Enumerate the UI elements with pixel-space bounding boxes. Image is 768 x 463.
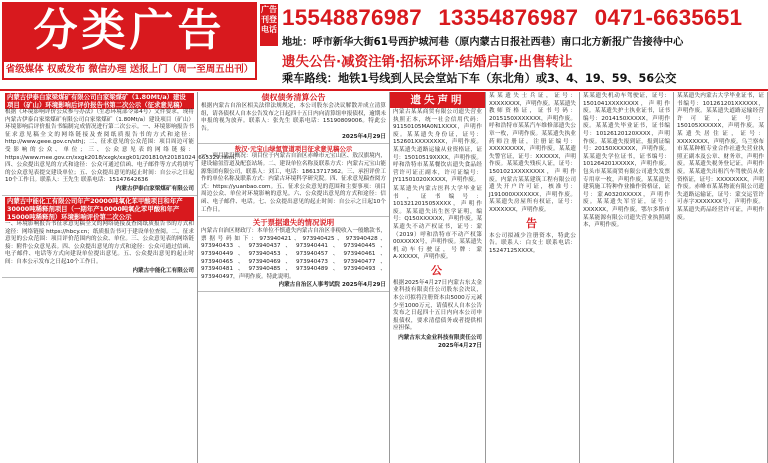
notice-title: 内蒙古伊泰白家梁煤矿有限公司白家梁煤矿（1.80Mt/a）建设项目（矿山）环境影响后评价报告书第二次公示（征求意见稿） (5, 93, 194, 109)
section-heading: 遗失声明 (390, 92, 485, 108)
notice-body: 内蒙古自治区财政厅：本单位不慎遗失内蒙古自治区非税收入一般缴款书，票据号码如下：973940421、973940425、973940428、973940433、973940437、973940441、973940445、973940449、973940453、973940457、973940461、973940465、973940469、973940473、973940477、973940481、973940485、973940489、973940493、973940497，声明作废。特此说明。 (201, 228, 386, 280)
notice-heading: 公 (390, 263, 485, 279)
listing-paragraph: 某某遗失内蒙古大学毕业证书，证书编号：101261201XXXXXX，声明作废。某某遗失道路运输经营许可证，证号：150105XXXXXX，声明作废。某某遗失居住证，证号：XXXXXXXX，声明作废。乌兰察布市某某种植专业合作社遗失营业执照正副本及公章、财务章，声明作废。某某遗失税务登记证，声明作废。某某遗失出租汽车驾驶员从业资格证，证号：XXXXXXXX，声明作废。赤峰市某某物流有限公司遗失道路运输证，证号：蒙交运管许可赤字XXXXXXX号，声明作废。某某遗失药品经营许可证，声明作废。 (677, 93, 764, 221)
masthead (0, 0, 768, 86)
header-divider (0, 89, 768, 91)
column-2 (198, 92, 390, 463)
notice-signature: 内蒙古自治区人事考试院 2025年4月29日 (278, 282, 386, 289)
notice-block (2, 92, 240, 196)
notice-heading: 告 (486, 216, 579, 232)
notice-signature: 2025年4月29日 (341, 134, 386, 141)
phone-number-3: 0471-6635651 (594, 5, 743, 30)
column-5 (580, 92, 674, 463)
brand-box (2, 2, 257, 80)
notice-block (2, 196, 197, 278)
notice-title: 债权债务清算公告 (261, 93, 326, 102)
listing-text (390, 108, 485, 263)
phone-numbers (282, 2, 768, 34)
notice-body: 根据内蒙古自治区相关法律法规规定，本公司股东会决议解散并成立清算组，请各债权人自本公告发布之日起四十五日内向清算组申报债权，逾期未申报的视为放弃。联系人：张先生 联系电话：15190809006。特此公告。 (201, 103, 386, 132)
notice-title: 关于票据遗失的情况说明 (252, 218, 335, 228)
notice-signature: 内蒙古东太金业科技有限责任公司 2025年4月27日 (398, 335, 482, 350)
notice-body: 一、项目建设概况：项目位于内蒙古自治区赤峰市元宝山区、敖汉旗境内，建设输氢管道及配套站场。二、建设单位名称及联系方式：内蒙古元宝山能源集团有限公司，联系人：刘工，电话：18613717362。三、承担评价工作的单位名称及联系方式：内蒙古环境科学研究院。四、征求意见稿查阅方式：https://yuanbao.com。五、征求公众意见的范围和主要事项：项目周边公众、单位对环境影响的意见。六、公众提出意见的方式和途径：信函、电子邮件、电话。七、公众提出意见的起止时间：自公示之日起10个工作日。 (201, 153, 386, 213)
hotline-badge: 广告刊登电话 (260, 4, 278, 46)
notice-signature: 内蒙古中能化工有限公司 (132, 267, 194, 274)
listing-text (580, 92, 673, 231)
notice-block (198, 217, 389, 292)
notice-signature: 内蒙古伊泰白家梁煤矿有限公司 (115, 185, 194, 192)
column-4 (486, 92, 580, 463)
notice-block (198, 144, 389, 217)
column-6 (674, 92, 768, 463)
listing-text (486, 92, 579, 216)
listing-paragraph: 根据2025年4月27日内蒙古东太金业科技有限责任公司股东会决议，本公司拟将注册资本由5000万元减少至1000万元，请债权人自本公告发布之日起四十五日内向本公司申报债权，要求清偿债务或者提供相应担保。 (393, 279, 482, 332)
listing-text (486, 232, 579, 257)
listing-paragraph: 本公司拟减少注册资本，特此公告。联系人：白女士 联系电话：15247125XXXX。 (489, 232, 576, 254)
page-title: 分类广告 (33, 5, 226, 56)
listing-paragraph: 某某遗失机动车驾驶证，证号：1501041XXXXXXXX，声明作废。某某遗失护士执业证书，证书编号：2014150XXXXX，声明作废。某某遗失毕业证书，证书编号：10126120120XXXX，声明作废。某某遗失报到证，报到证编号：20150XXXXXX，声明作废。某某遗失学位证书，证书编号：101264201XXXXX，声明作废。包头市某某商贸有限公司遗失发票专用章一枚，声明作废。某某遗失建筑施工特种作业操作资格证，证号：蒙A0320XXXXX，声明作废。某某遗失军官证，证号：XXXXXX，声明作废。鄂尔多斯市某某能源有限公司遗失营业执照副本，声明作废。 (583, 93, 670, 229)
bus-route: 乘车路线：地铁1号线到人民会堂站下车（东北角）或3、4、19、59、56公交 (282, 72, 677, 85)
listing-text (674, 92, 767, 223)
office-address: 地址：呼市新华大街61号西护城河巷（原内蒙古日报社西巷）南口北方新报广告接待中心 (282, 37, 684, 48)
notice-block (198, 92, 389, 144)
column-1 (2, 92, 240, 463)
phone-number-1: 15548876987 (282, 5, 422, 30)
notice-body: 根据《环境影响评价公众参与办法》（生态环境部令第4号）文件要求，现将内蒙古伊泰白家梁煤矿有限公司白家梁煤矿（1.80Mt/a）建设项目（矿山）环境影响后评价报告书编制完成情况进行第二次公示。一、环境影响报告书征求意见稿全文的网络链接及查阅纸质报告书的方式和途径：http://www.geee.gov.cn/sthj；二、征求意见的公众范围：项目周边可能受影响的公众、单位；三、公众意见表的网络链接：https://www.mee.gov.cn/xxgk2018/xxgk/xxgk01/201810/t20181024_665329.html；四、公众提出意见的方式和途径：公众可通过信函、电子邮件等方式将填写的公众意见表提交建设单位；五、公众提出意见的起止时间：自公示之日起10个工作日。联系人：王先生 联系电话：15147642636 (5, 109, 240, 184)
listing-paragraph: 某某遗失内蒙古医科大学毕业证书，证书编号：101321201505XXXX，声明作废。某某遗失出生医学证明，编号：Q150XXXXXX，声明作废。某某遗失不动产权证书，证号：蒙（2019）呼和浩特市不动产权第00XXXXX号，声明作废。某某遗失机动车行驶证，号牌：蒙A·XXXXX，声明作废。 (393, 185, 482, 261)
listing-paragraph: 内蒙古某某商贸有限公司遗失营业执照正本，统一社会信用代码：91150105MA0N1XXXX，声明作废。某某遗失身份证，证号：152601XXXXXXXX，声明作废。某某遗失道路运输从业资格证，证号：15010519XXXX，声明作废。呼和浩特市某某餐饮店遗失食品经营许可证正副本，许可证编号：JY11501020XXXXX，声明作废。 (393, 109, 482, 184)
phone-number-2: 13354876987 (438, 5, 579, 30)
notice-body: 一、环境影响报告书征求意见稿全文的网络链接及查阅纸质报告书的方式和途径：网络链接 https://hbcy.cn；纸质报告书可于建设单位查阅。二、征求意见的公众范围：项目评价范围内的公众、单位。三、公众意见表的网络链接：附件公众意见表。四、公众提出意见的方式和途径：公众可通过信函、电子邮件、电话等方式向建设单位提出意见。五、公众提出意见的起止时间：自本公示发布之日起10个工作日。 (5, 220, 194, 265)
notice-title: 内蒙古中能化工有限公司年产20000吨氧化苯甲酸项目和年产30000吨稀释剂项目（一期年产10000吨氧化苯甲酸和年产15000吨稀释剂）环境影响评价第二次公示 (5, 197, 194, 221)
brand-slogan: 省级媒体 权威发布 微信办理 送报上门（周一至周五出刊） (4, 62, 255, 78)
service-list: 遗失公告·减资注销·招标环评·结婚启事·出售转让 (282, 54, 573, 70)
listing-paragraph: 某某遗失士兵证，证号：XXXXXXXX，声明作废。某某遗失教师资格证，证书号码：2015150XXXXXXX，声明作废。呼和浩特市某某汽车维修部遗失公章一枚，声明作废。某某遗失执业药师注册证，注册证编号：XXXXXXXXX，声明作废。某某遗失警官证，证号：XXXXXX，声明作废。某某遗失残疾人证，证号：1501021XXXXXXXX，声明作废。内蒙古某某建筑工程有限公司遗失开户许可证，核准号：J191000XXXXXXX，声明作废。某某遗失房屋所有权证，证号：XXXXXXX，声明作废。 (489, 93, 576, 213)
column-3 (390, 92, 486, 463)
listing-text (390, 279, 485, 351)
notice-title: 敖汉·元宝山绿氢管道项目征求意见稿公示 (234, 145, 353, 154)
